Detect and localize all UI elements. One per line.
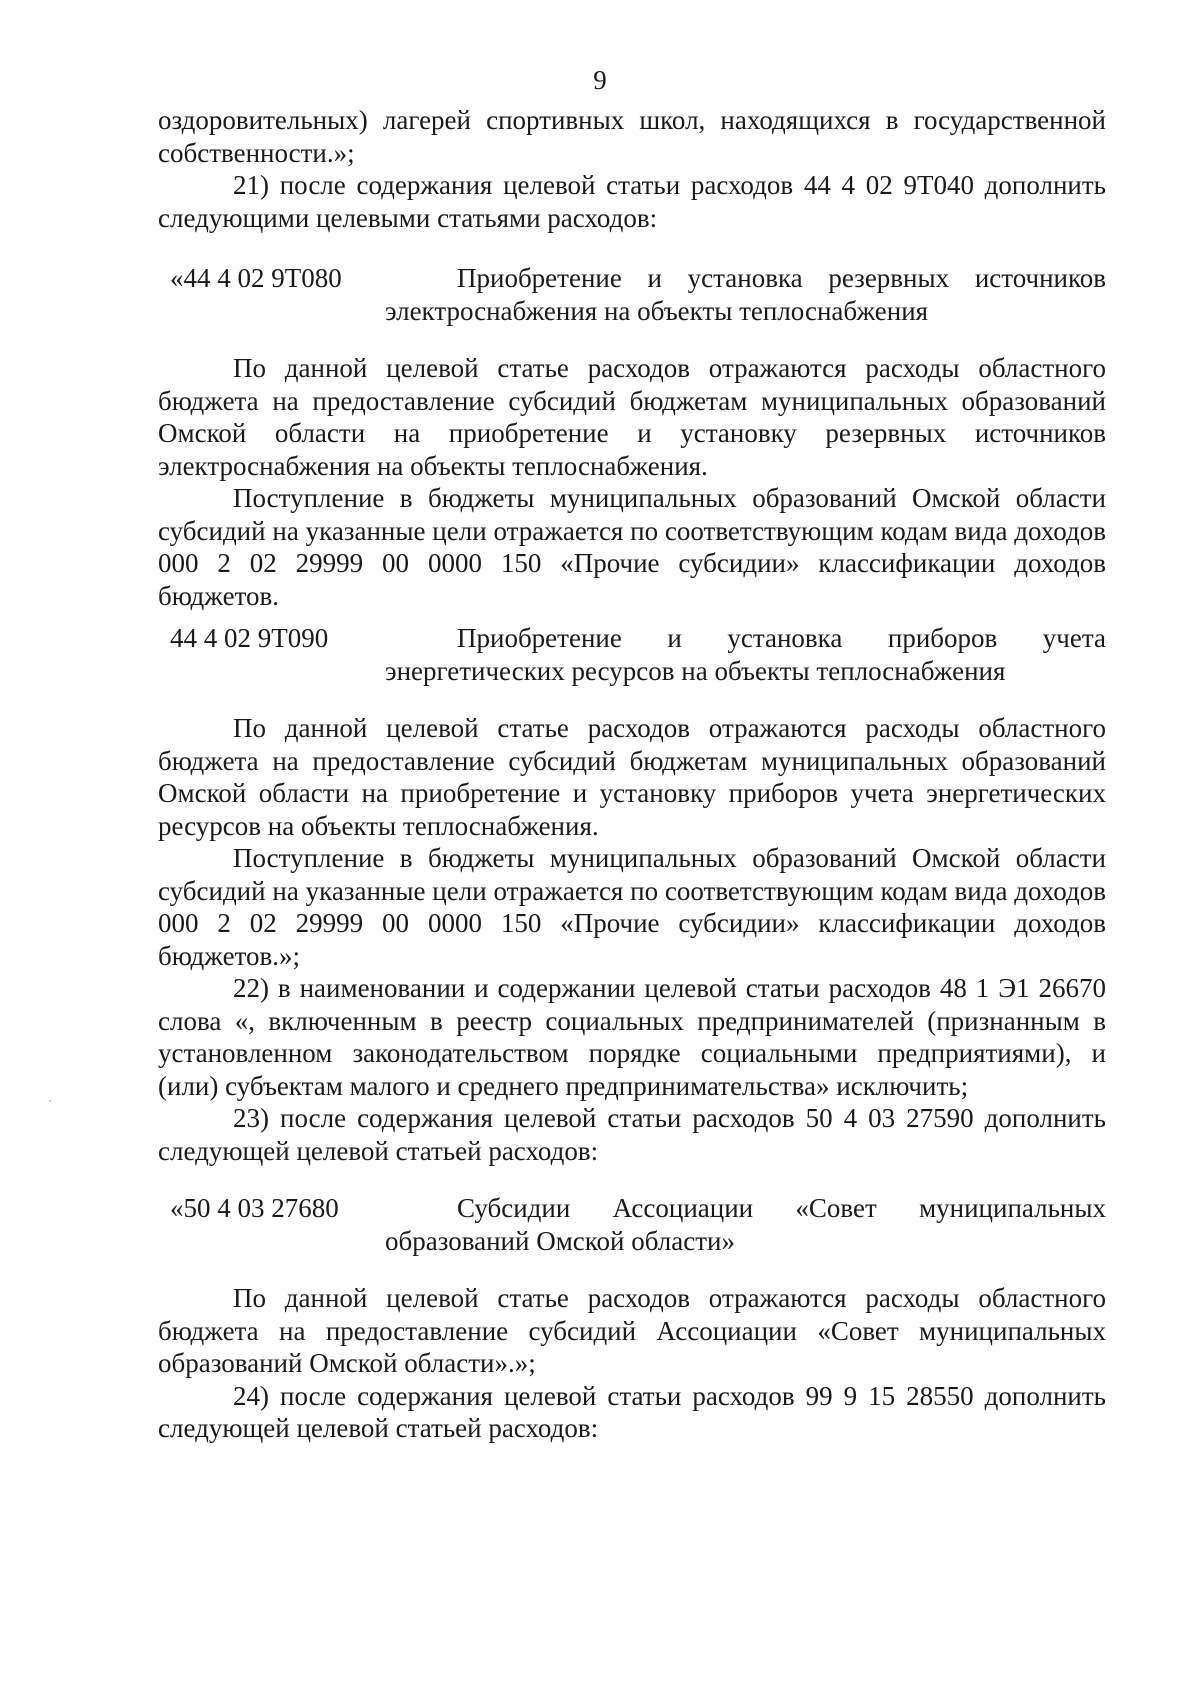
entry-description-9t080 [158,352,1106,612]
paragraph-item-23: 23) после содержания целевой статьи расходов 50 4 03 27590 дополнить следующей целевой статьей расходов: [158,1103,1106,1166]
entry-code: 44 4 02 9Т090 [170,623,329,653]
paragraph-continuation: оздоровительных) лагерей спортивных школ, находящихся в государственной собственности.»; [158,105,1106,168]
entry-code: «44 4 02 9Т080 [170,263,342,293]
entry-code: «50 4 03 27680 [170,1193,339,1223]
intro-block [158,104,1106,234]
budget-entry-9t080 [158,262,1106,327]
paragraph: Поступление в бюджеты муниципальных образований Омской области субсидий на указанные цели отражается по соответствующим кодам вида доходов 000 2 02 29999 00 0000 150 «Прочие субсидии» классификации доходов бюджетов. [158,483,1106,611]
entry-description-9t090 [158,712,1106,1167]
entry-title: Субсидии Ассоциации «Совет муниципальных образований Омской области» [385,1193,1106,1256]
entry-description-27680 [158,1282,1106,1445]
paragraph: Поступление в бюджеты муниципальных образований Омской области субсидий на указанные цели отражается по соответствующим кодам вида доходов 000 2 02 29999 00 0000 150 «Прочие субсидии» классификации доходов бюджетов.»; [158,843,1106,971]
entry-title: Приобретение и установка резервных источников электроснабжения на объекты теплоснабжения [385,263,1106,326]
page-number: 9 [593,65,607,95]
paragraph-item-22: 22) в наименовании и содержании целевой статьи расходов 48 1 Э1 26670 слова «, включенным в реестр социальных предпринимателей (признанным в установленном законодательством порядке социальными предприятиями), и (или) субъектам малого и среднего предпринимательства» исключить; [158,973,1106,1101]
paragraph: По данной целевой статье расходов отражаются расходы областного бюджета на предоставление субсидий бюджетам муниципальных образований Омской области на приобретение и установку резервных источников электроснабжения на объекты теплоснабжения. [158,353,1106,481]
entry-title: Приобретение и установка приборов учета энергетических ресурсов на объекты теплоснабжения [385,623,1106,686]
scan-artifact [49,1100,51,1102]
budget-entry-9t090 [158,622,1106,687]
paragraph-item-21: 21) после содержания целевой статьи расходов 44 4 02 9Т040 дополнить следующими целевыми статьями расходов: [158,170,1106,233]
paragraph: По данной целевой статье расходов отражаются расходы областного бюджета на предоставление субсидий Ассоциации «Совет муниципальных образований Омской области».»; [158,1283,1106,1378]
paragraph-item-24: 24) после содержания целевой статьи расходов 99 9 15 28550 дополнить следующей целевой статьей расходов: [158,1380,1106,1443]
paragraph: По данной целевой статье расходов отражаются расходы областного бюджета на предоставление субсидий бюджетам муниципальных образований Омской области на приобретение и установку приборов учета энергетических ресурсов на объекты теплоснабжения. [158,713,1106,841]
budget-entry-27680 [158,1192,1106,1257]
